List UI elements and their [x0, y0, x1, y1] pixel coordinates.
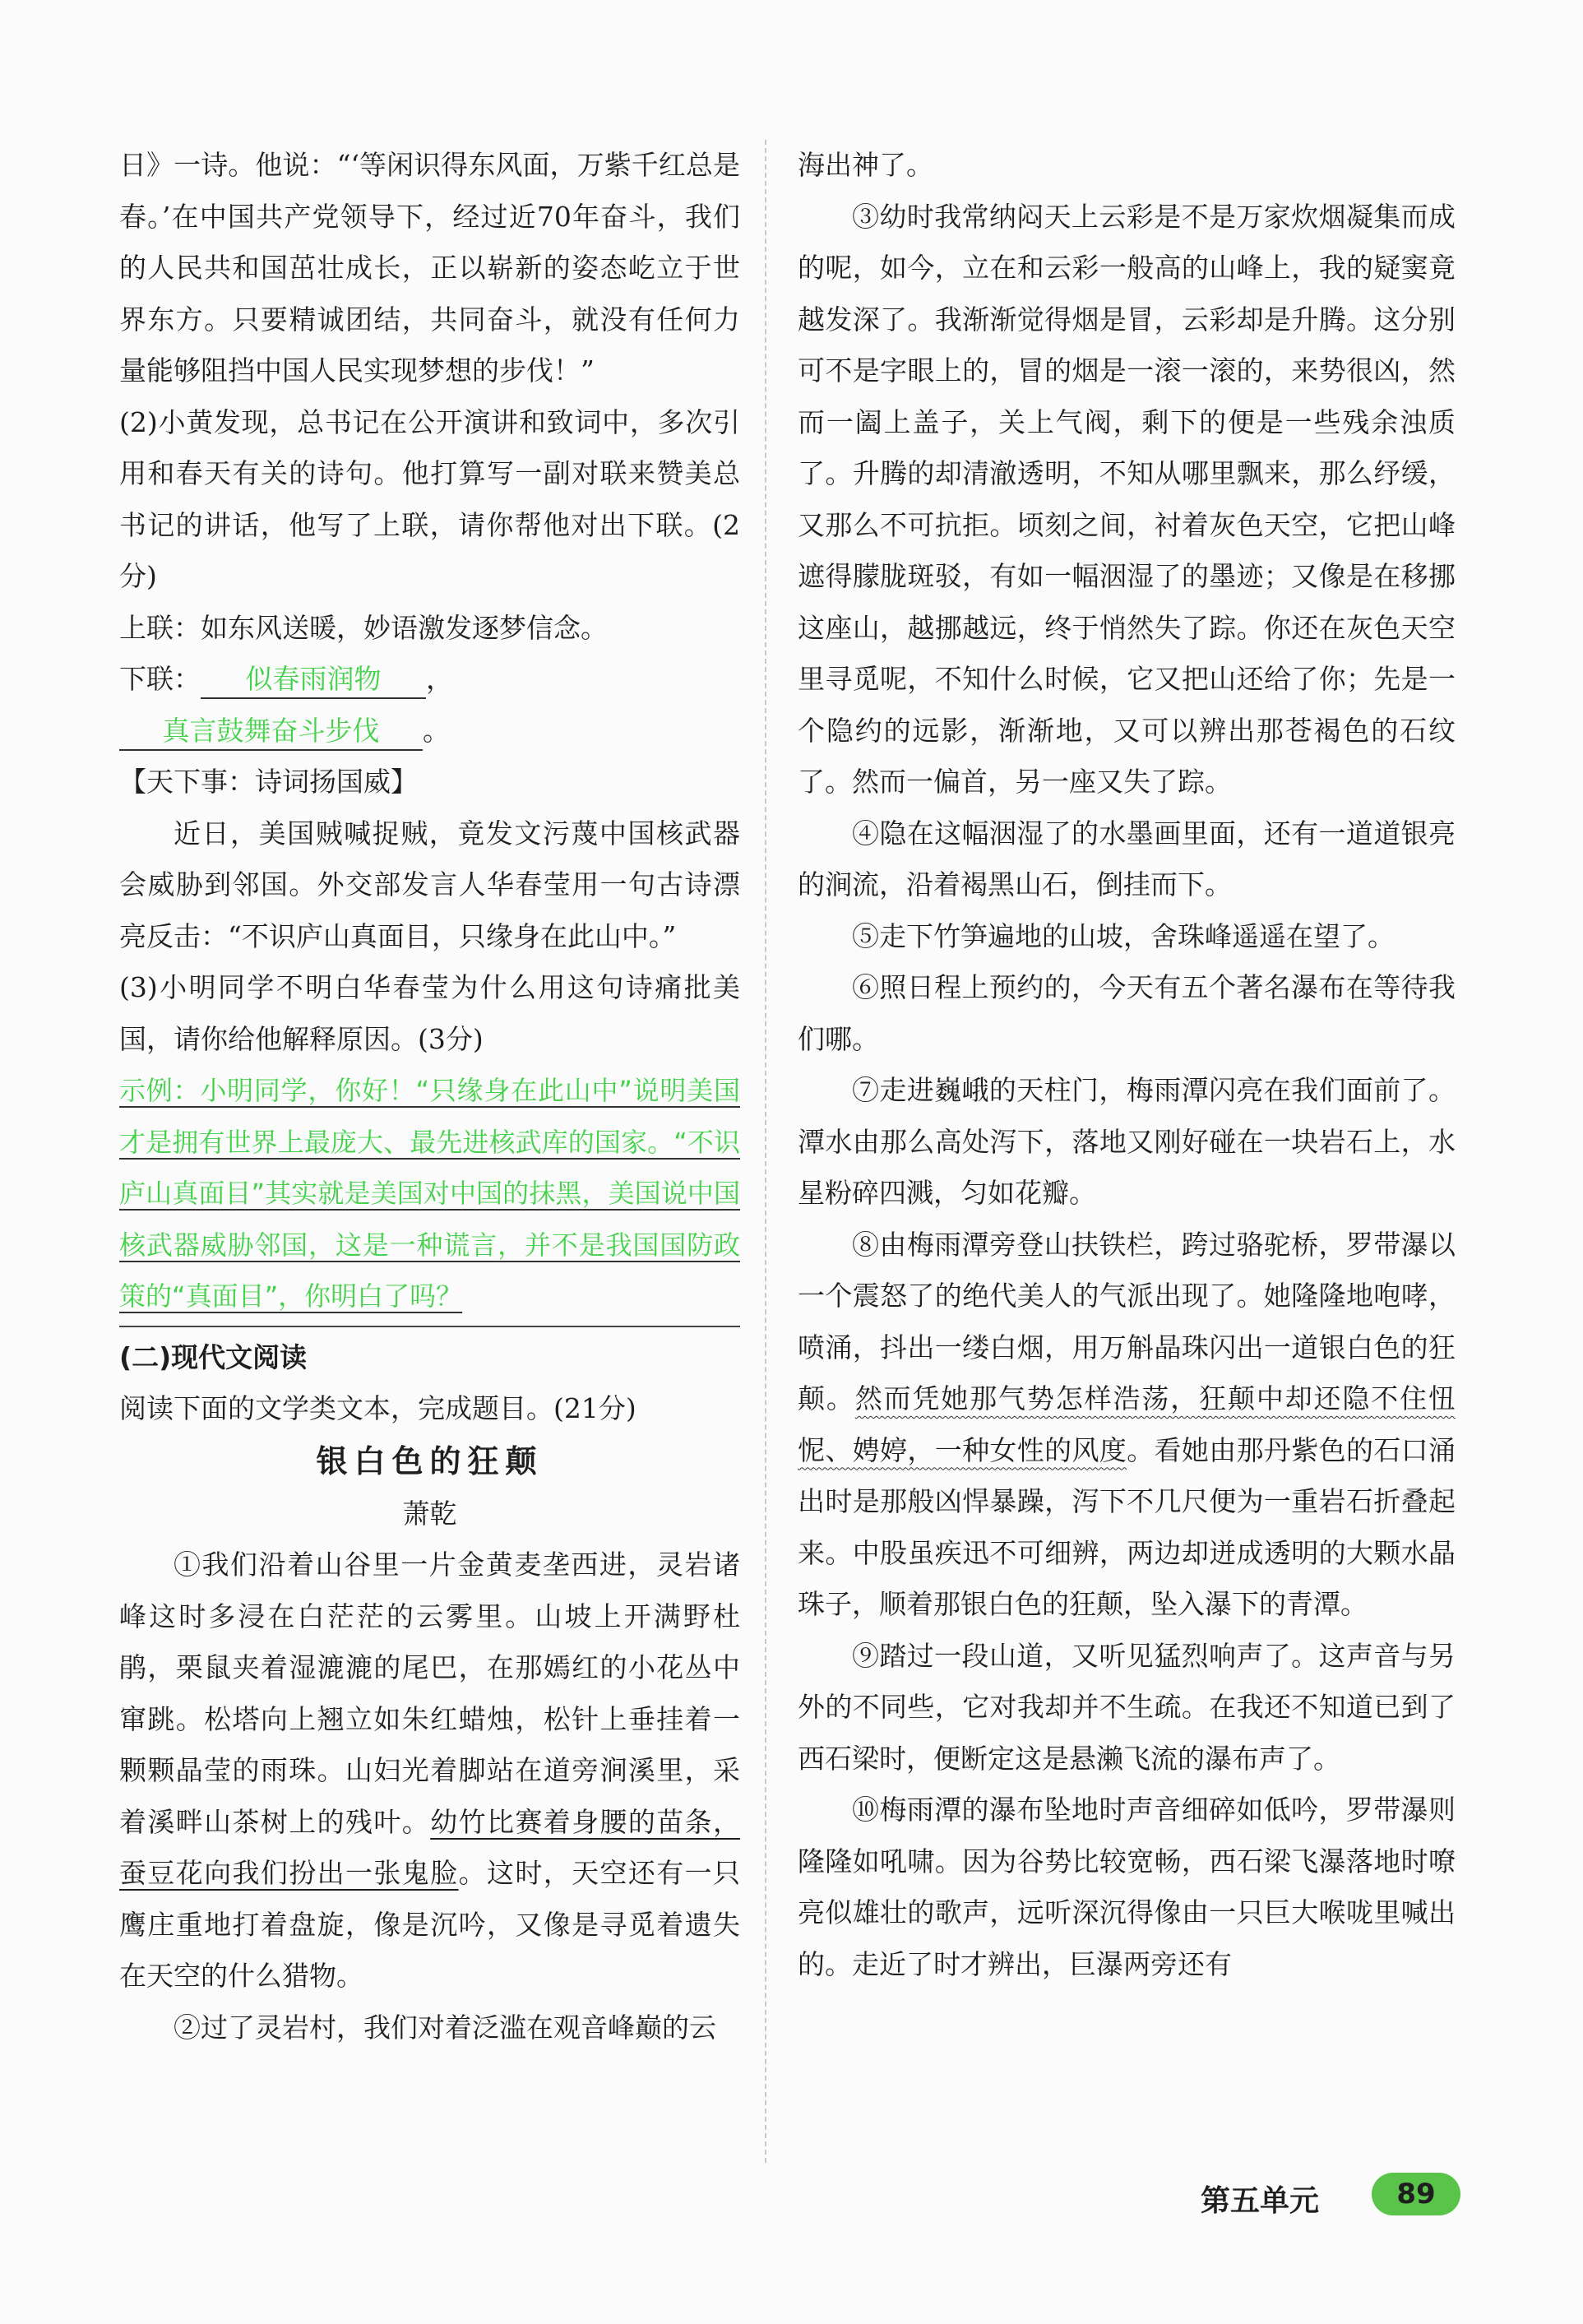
- news-paragraph: 近日，美国贼喊捉贼，竟发文污蔑中国核武器会威胁到邻国。外交部发言人华春莹用一句古诗漂亮反击：“不识庐山真面目，只缘身在此山中。”: [119, 817, 740, 952]
- question-2: (2)小黄发现，总书记在公开演讲和致词中，多次引用和春天有关的诗句。他打算写一副对联来赞美总书记的讲话，他写了上联，请你帮他对出下联。(2分): [119, 405, 740, 592]
- essay-paragraph-5: ⑤走下竹笋遍地的山坡，舍珠峰遥遥在望了。: [852, 919, 1395, 952]
- answer-divider: [119, 1326, 740, 1327]
- couplet-end: 。: [423, 714, 450, 747]
- para8-text-a: ⑧由梅雨潭旁登山扶铁栏，跨过骆驼桥，罗带瀑以一个震怒了的绝代美人的气派出现了。她隆隆地咆哮，喷涌，抖出一缕白烟，用万斛晶珠闪出一道银白色的狂颠。: [798, 1228, 1456, 1414]
- question-3: (3)小明同学不明白华春莹为什么用这句诗痛批美国，请你给他解释原因。(3分): [119, 971, 740, 1055]
- left-column: [119, 140, 740, 2053]
- couplet-answer-2: 真言鼓舞奋斗步伐: [119, 713, 423, 751]
- essay-paragraph-4: ④隐在这幅洇湿了的水墨画里面，还有一道道银亮的涧流，沿着褐黑山石，倒挂而下。: [798, 817, 1456, 900]
- reading-instruction: 阅读下面的文学类文本，完成题目。(21分): [119, 1391, 636, 1424]
- essay-paragraph-9: ⑨踏过一段山道，又听见猛烈响声了。这声音与另外的不同些，它对我却并不生疏。在我还不知道已到了西石梁时，便断定这是悬濑飞流的瀑布声了。: [798, 1639, 1456, 1775]
- para1-underlined-sentence: 幼竹比赛着身腰的苗条，蚕豆花向我们扮出一张鬼脸: [119, 1805, 741, 1889]
- couplet-upper: 上联：如东风送暖，妙语激发逐梦信念。: [119, 611, 608, 644]
- essay-paragraph-3: ③幼时我常纳闷天上云彩是不是万家炊烟凝集而成的呢，如今，立在和云彩一般高的山峰上，我的疑窦竟越发深了。我渐渐觉得烟是冒，云彩却是升腾。这分别可不是字眼上的，冒的烟是一滚一滚的，来势很凶，然而一阖上盖子，关上气阀，剩下的便是一些残余浊质了。升腾的却清澈透明，不知从哪里飘来，那么纾缓，又那么不可抗拒。顷刻之间，衬着灰色天空，它把山峰遮得朦胧斑驳，有如一幅洇湿了的墨迹；又像是在移挪这座山，越挪越远，终于悄然失了踪。你还在灰色天空里寻觅呢，不知什么时候，它又把山还给了你；先是一个隐约的远影，渐渐地，又可以辨出那苍褐色的石纹了。然而一偏首，另一座又失了踪。: [798, 200, 1456, 798]
- section-modern-reading: (二)现代文阅读: [119, 1340, 308, 1373]
- para8-wavy-sentence: 然而凭她那气势怎样浩荡，狂颠中却还隐不住忸怩、娉婷，一种女性的风度: [798, 1382, 1456, 1466]
- essay-paragraph-7: ⑦走进巍峨的天柱门，梅雨潭闪亮在我们面前了。潭水由那么高处泻下，落地又刚好碰在一块岩石上，水星粉碎四溅，匀如花瓣。: [798, 1074, 1456, 1209]
- poem-quote-paragraph: 日》一诗。他说：“‘等闲识得东风面，万紫千红总是春。’在中国共产党领导下，经过近70年奋斗，我们的人民共和国茁壮成长，正以崭新的姿态屹立于世界东方。只要精诚团结，共同奋斗，就没有任何力量能够阻挡中国人民实现梦想的步伐！”: [119, 149, 740, 387]
- essay-author: 萧乾: [402, 1498, 457, 1530]
- essay-paragraph-2-end: 海出神了。: [798, 149, 933, 181]
- para1-text-a: ①我们沿着山谷里一片金黄麦垄西进，灵岩诸峰这时多浸在白茫茫的云雾里。山坡上开满野杜鹃，栗鼠夹着湿漉漉的尾巴，在那嫣红的小花丛中窜跳。松塔向上翘立如朱红蜡烛，松针上垂挂着一颗颗晶莹的雨珠。山妇光着脚站在道旁涧溪里，采着溪畔山茶树上的残叶。: [119, 1549, 740, 1838]
- question-3-answer: 示例：小明同学，你好！“只缘身在此山中”说明美国才是拥有世界上最庞大、最先进核武库的国家。“不识庐山真面目”其实就是美国对中国的抹黑，美国说中国核武器威胁邻国，这是一种谎言，并不是我国国防政策的“真面目”，你明白了吗？: [119, 1075, 740, 1312]
- couplet-answer-1: 似春雨润物: [201, 661, 426, 699]
- column-divider: [765, 140, 766, 2163]
- essay-paragraph-10: ⑩梅雨潭的瀑布坠地时声音细碎如低吟，罗带瀑则隆隆如吼啸。因为谷势比较宽畅，西石梁飞瀑落地时嘹亮似雄壮的歌声，远听深沉得像由一只巨大喉咙里喊出的。走近了时才辨出，巨瀑两旁还有: [798, 1794, 1456, 1980]
- essay-paragraph-8: [798, 1220, 1456, 1631]
- couplet-comma: ，: [426, 663, 453, 695]
- essay-title: 银白色的狂颠: [316, 1442, 544, 1479]
- para1-text-b: 。这时，天空还有一只鹰庄重地打着盘旋，像是沉吟，又像是寻觅着遗失在天空的什么猎物。: [119, 1857, 741, 1992]
- essay-paragraph-1: [119, 1539, 740, 2002]
- essay-paragraph-6: ⑥照日程上预约的，今天有五个著名瀑布在等待我们哪。: [798, 971, 1456, 1055]
- unit-label: 第五单元: [1201, 2184, 1320, 2218]
- essay-paragraph-2-start: ②过了灵岩村，我们对着泛滥在观音峰巅的云: [174, 2011, 716, 2044]
- section-news-heading: 【天下事：诗词扬国威】: [119, 766, 418, 798]
- right-column: [798, 140, 1456, 1990]
- couplet-lower-label: 下联：: [119, 663, 201, 695]
- page-number-badge: 89: [1372, 2173, 1460, 2215]
- para8-text-b: 。看她由那丹紫色的石口涌出时是那般凶悍暴躁，泻下不几尺便为一重岩石折叠起来。中股虽疾迅不可细辨，两边却迸成透明的大颗水晶珠子，顺着那银白色的狂颠，坠入瀑下的青潭。: [798, 1433, 1456, 1620]
- couplet-lower: [119, 654, 740, 757]
